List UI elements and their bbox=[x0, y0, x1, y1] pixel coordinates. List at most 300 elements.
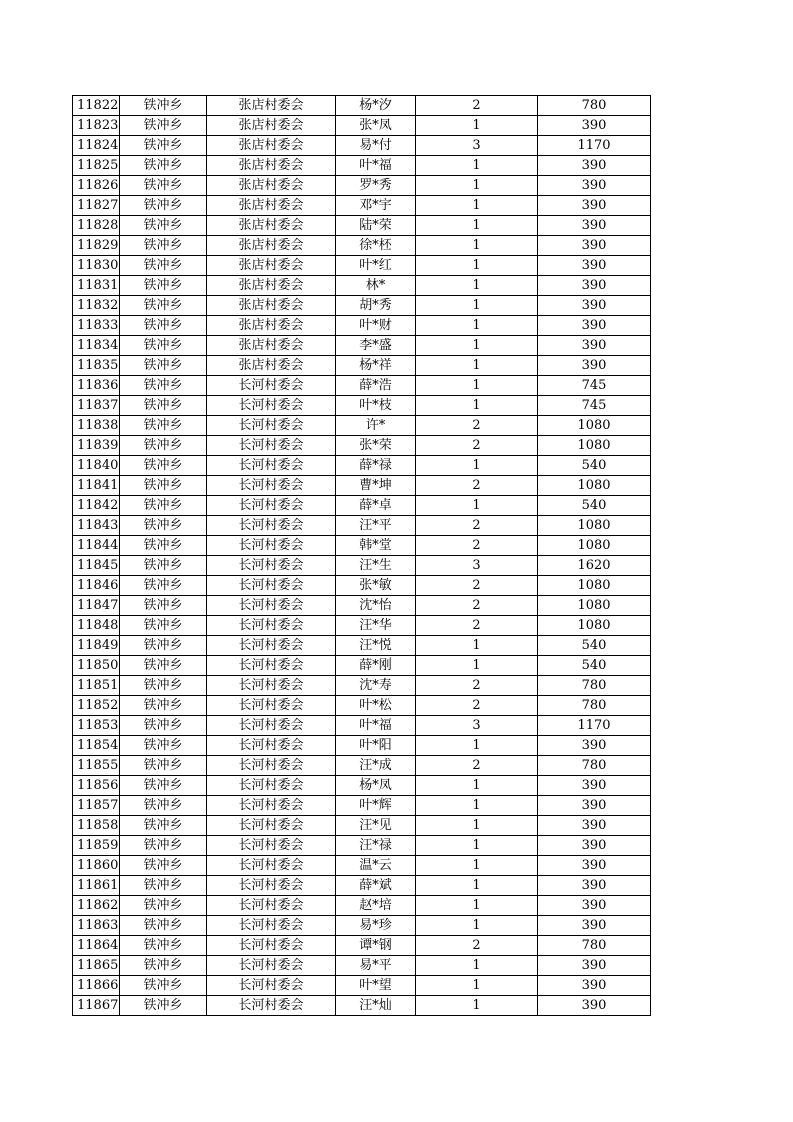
village-committee-cell: 长河村委会 bbox=[207, 676, 336, 696]
amount-cell: 1080 bbox=[538, 436, 651, 456]
table-row bbox=[73, 716, 651, 736]
row-id-cell: 11841 bbox=[73, 476, 120, 496]
table-row bbox=[73, 96, 651, 116]
subsidy-table bbox=[72, 95, 651, 1016]
name-cell: 汪*见 bbox=[336, 816, 416, 836]
row-id-cell: 11849 bbox=[73, 636, 120, 656]
amount-cell: 780 bbox=[538, 756, 651, 776]
name-cell: 叶*财 bbox=[336, 316, 416, 336]
amount-cell: 540 bbox=[538, 636, 651, 656]
township-cell: 铁冲乡 bbox=[120, 296, 207, 316]
name-cell: 杨*汐 bbox=[336, 96, 416, 116]
township-cell: 铁冲乡 bbox=[120, 816, 207, 836]
row-id-cell: 11844 bbox=[73, 536, 120, 556]
count-cell: 2 bbox=[416, 476, 538, 496]
row-id-cell: 11855 bbox=[73, 756, 120, 776]
count-cell: 1 bbox=[416, 216, 538, 236]
name-cell: 沈*寿 bbox=[336, 676, 416, 696]
table-row bbox=[73, 496, 651, 516]
amount-cell: 390 bbox=[538, 916, 651, 936]
village-committee-cell: 张店村委会 bbox=[207, 236, 336, 256]
row-id-cell: 11833 bbox=[73, 316, 120, 336]
count-cell: 1 bbox=[416, 236, 538, 256]
name-cell: 叶*望 bbox=[336, 976, 416, 996]
amount-cell: 1080 bbox=[538, 576, 651, 596]
row-id-cell: 11822 bbox=[73, 96, 120, 116]
name-cell: 韩*堂 bbox=[336, 536, 416, 556]
row-id-cell: 11829 bbox=[73, 236, 120, 256]
table-row bbox=[73, 696, 651, 716]
table-row bbox=[73, 516, 651, 536]
township-cell: 铁冲乡 bbox=[120, 516, 207, 536]
village-committee-cell: 长河村委会 bbox=[207, 796, 336, 816]
name-cell: 叶*阳 bbox=[336, 736, 416, 756]
village-committee-cell: 长河村委会 bbox=[207, 816, 336, 836]
amount-cell: 390 bbox=[538, 796, 651, 816]
name-cell: 温*云 bbox=[336, 856, 416, 876]
count-cell: 1 bbox=[416, 456, 538, 476]
township-cell: 铁冲乡 bbox=[120, 776, 207, 796]
village-committee-cell: 长河村委会 bbox=[207, 616, 336, 636]
village-committee-cell: 长河村委会 bbox=[207, 636, 336, 656]
amount-cell: 390 bbox=[538, 356, 651, 376]
township-cell: 铁冲乡 bbox=[120, 896, 207, 916]
table-row bbox=[73, 616, 651, 636]
township-cell: 铁冲乡 bbox=[120, 836, 207, 856]
village-committee-cell: 长河村委会 bbox=[207, 496, 336, 516]
count-cell: 1 bbox=[416, 976, 538, 996]
count-cell: 1 bbox=[416, 996, 538, 1016]
row-id-cell: 11854 bbox=[73, 736, 120, 756]
township-cell: 铁冲乡 bbox=[120, 636, 207, 656]
name-cell: 薛*刚 bbox=[336, 656, 416, 676]
table-row bbox=[73, 936, 651, 956]
amount-cell: 745 bbox=[538, 376, 651, 396]
village-committee-cell: 长河村委会 bbox=[207, 856, 336, 876]
township-cell: 铁冲乡 bbox=[120, 616, 207, 636]
township-cell: 铁冲乡 bbox=[120, 736, 207, 756]
village-committee-cell: 长河村委会 bbox=[207, 996, 336, 1016]
table-row bbox=[73, 216, 651, 236]
amount-cell: 390 bbox=[538, 216, 651, 236]
amount-cell: 1080 bbox=[538, 416, 651, 436]
row-id-cell: 11843 bbox=[73, 516, 120, 536]
amount-cell: 780 bbox=[538, 936, 651, 956]
row-id-cell: 11826 bbox=[73, 176, 120, 196]
count-cell: 1 bbox=[416, 896, 538, 916]
row-id-cell: 11863 bbox=[73, 916, 120, 936]
township-cell: 铁冲乡 bbox=[120, 576, 207, 596]
name-cell: 陆*荣 bbox=[336, 216, 416, 236]
table-row bbox=[73, 176, 651, 196]
row-id-cell: 11860 bbox=[73, 856, 120, 876]
village-committee-cell: 长河村委会 bbox=[207, 656, 336, 676]
village-committee-cell: 张店村委会 bbox=[207, 216, 336, 236]
amount-cell: 390 bbox=[538, 736, 651, 756]
table-row bbox=[73, 576, 651, 596]
amount-cell: 745 bbox=[538, 396, 651, 416]
township-cell: 铁冲乡 bbox=[120, 176, 207, 196]
table-row bbox=[73, 356, 651, 376]
village-committee-cell: 张店村委会 bbox=[207, 296, 336, 316]
count-cell: 2 bbox=[416, 596, 538, 616]
name-cell: 叶*松 bbox=[336, 696, 416, 716]
township-cell: 铁冲乡 bbox=[120, 376, 207, 396]
table-row bbox=[73, 416, 651, 436]
count-cell: 2 bbox=[416, 756, 538, 776]
count-cell: 1 bbox=[416, 396, 538, 416]
name-cell: 叶*福 bbox=[336, 156, 416, 176]
village-committee-cell: 张店村委会 bbox=[207, 356, 336, 376]
count-cell: 1 bbox=[416, 256, 538, 276]
township-cell: 铁冲乡 bbox=[120, 236, 207, 256]
name-cell: 李*盛 bbox=[336, 336, 416, 356]
township-cell: 铁冲乡 bbox=[120, 856, 207, 876]
row-id-cell: 11845 bbox=[73, 556, 120, 576]
amount-cell: 390 bbox=[538, 776, 651, 796]
amount-cell: 390 bbox=[538, 836, 651, 856]
table-row bbox=[73, 836, 651, 856]
village-committee-cell: 长河村委会 bbox=[207, 516, 336, 536]
village-committee-cell: 长河村委会 bbox=[207, 876, 336, 896]
name-cell: 汪*灿 bbox=[336, 996, 416, 1016]
amount-cell: 1620 bbox=[538, 556, 651, 576]
count-cell: 1 bbox=[416, 956, 538, 976]
name-cell: 林* bbox=[336, 276, 416, 296]
row-id-cell: 11850 bbox=[73, 656, 120, 676]
table-row bbox=[73, 916, 651, 936]
count-cell: 2 bbox=[416, 516, 538, 536]
name-cell: 薛*斌 bbox=[336, 876, 416, 896]
row-id-cell: 11862 bbox=[73, 896, 120, 916]
table-row bbox=[73, 276, 651, 296]
count-cell: 1 bbox=[416, 296, 538, 316]
table-row bbox=[73, 856, 651, 876]
name-cell: 张*凤 bbox=[336, 116, 416, 136]
village-committee-cell: 张店村委会 bbox=[207, 116, 336, 136]
township-cell: 铁冲乡 bbox=[120, 756, 207, 776]
township-cell: 铁冲乡 bbox=[120, 156, 207, 176]
amount-cell: 390 bbox=[538, 236, 651, 256]
amount-cell: 390 bbox=[538, 256, 651, 276]
amount-cell: 390 bbox=[538, 176, 651, 196]
row-id-cell: 11851 bbox=[73, 676, 120, 696]
name-cell: 易*珍 bbox=[336, 916, 416, 936]
name-cell: 薛*浩 bbox=[336, 376, 416, 396]
village-committee-cell: 长河村委会 bbox=[207, 376, 336, 396]
village-committee-cell: 长河村委会 bbox=[207, 836, 336, 856]
name-cell: 薛*禄 bbox=[336, 456, 416, 476]
township-cell: 铁冲乡 bbox=[120, 676, 207, 696]
count-cell: 3 bbox=[416, 716, 538, 736]
name-cell: 叶*红 bbox=[336, 256, 416, 276]
name-cell: 汪*生 bbox=[336, 556, 416, 576]
table-row bbox=[73, 456, 651, 476]
township-cell: 铁冲乡 bbox=[120, 716, 207, 736]
count-cell: 2 bbox=[416, 416, 538, 436]
count-cell: 1 bbox=[416, 356, 538, 376]
amount-cell: 1080 bbox=[538, 616, 651, 636]
amount-cell: 780 bbox=[538, 676, 651, 696]
name-cell: 易*平 bbox=[336, 956, 416, 976]
village-committee-cell: 长河村委会 bbox=[207, 696, 336, 716]
township-cell: 铁冲乡 bbox=[120, 916, 207, 936]
table-row bbox=[73, 756, 651, 776]
amount-cell: 390 bbox=[538, 156, 651, 176]
township-cell: 铁冲乡 bbox=[120, 416, 207, 436]
township-cell: 铁冲乡 bbox=[120, 196, 207, 216]
name-cell: 张*敏 bbox=[336, 576, 416, 596]
village-committee-cell: 张店村委会 bbox=[207, 156, 336, 176]
amount-cell: 1080 bbox=[538, 536, 651, 556]
count-cell: 2 bbox=[416, 696, 538, 716]
amount-cell: 390 bbox=[538, 996, 651, 1016]
table-row bbox=[73, 476, 651, 496]
name-cell: 叶*枝 bbox=[336, 396, 416, 416]
village-committee-cell: 长河村委会 bbox=[207, 596, 336, 616]
village-committee-cell: 长河村委会 bbox=[207, 936, 336, 956]
village-committee-cell: 长河村委会 bbox=[207, 436, 336, 456]
village-committee-cell: 长河村委会 bbox=[207, 976, 336, 996]
row-id-cell: 11867 bbox=[73, 996, 120, 1016]
table-row bbox=[73, 236, 651, 256]
township-cell: 铁冲乡 bbox=[120, 96, 207, 116]
table-row bbox=[73, 316, 651, 336]
village-committee-cell: 长河村委会 bbox=[207, 476, 336, 496]
row-id-cell: 11831 bbox=[73, 276, 120, 296]
count-cell: 1 bbox=[416, 276, 538, 296]
township-cell: 铁冲乡 bbox=[120, 976, 207, 996]
name-cell: 赵*培 bbox=[336, 896, 416, 916]
count-cell: 2 bbox=[416, 936, 538, 956]
township-cell: 铁冲乡 bbox=[120, 556, 207, 576]
name-cell: 胡*秀 bbox=[336, 296, 416, 316]
row-id-cell: 11846 bbox=[73, 576, 120, 596]
amount-cell: 390 bbox=[538, 316, 651, 336]
name-cell: 罗*秀 bbox=[336, 176, 416, 196]
count-cell: 1 bbox=[416, 656, 538, 676]
count-cell: 1 bbox=[416, 776, 538, 796]
township-cell: 铁冲乡 bbox=[120, 216, 207, 236]
row-id-cell: 11837 bbox=[73, 396, 120, 416]
table-row bbox=[73, 296, 651, 316]
name-cell: 曹*坤 bbox=[336, 476, 416, 496]
count-cell: 1 bbox=[416, 156, 538, 176]
name-cell: 谭*钢 bbox=[336, 936, 416, 956]
amount-cell: 780 bbox=[538, 96, 651, 116]
name-cell: 杨*凤 bbox=[336, 776, 416, 796]
amount-cell: 540 bbox=[538, 656, 651, 676]
amount-cell: 390 bbox=[538, 956, 651, 976]
count-cell: 1 bbox=[416, 496, 538, 516]
count-cell: 2 bbox=[416, 436, 538, 456]
row-id-cell: 11824 bbox=[73, 136, 120, 156]
table-row bbox=[73, 596, 651, 616]
village-committee-cell: 长河村委会 bbox=[207, 576, 336, 596]
table-row bbox=[73, 116, 651, 136]
table-row bbox=[73, 776, 651, 796]
township-cell: 铁冲乡 bbox=[120, 536, 207, 556]
village-committee-cell: 张店村委会 bbox=[207, 256, 336, 276]
row-id-cell: 11858 bbox=[73, 816, 120, 836]
row-id-cell: 11835 bbox=[73, 356, 120, 376]
count-cell: 1 bbox=[416, 916, 538, 936]
table-row bbox=[73, 396, 651, 416]
township-cell: 铁冲乡 bbox=[120, 496, 207, 516]
row-id-cell: 11847 bbox=[73, 596, 120, 616]
village-committee-cell: 张店村委会 bbox=[207, 196, 336, 216]
count-cell: 1 bbox=[416, 336, 538, 356]
table-row bbox=[73, 996, 651, 1016]
village-committee-cell: 长河村委会 bbox=[207, 716, 336, 736]
village-committee-cell: 长河村委会 bbox=[207, 736, 336, 756]
village-committee-cell: 长河村委会 bbox=[207, 776, 336, 796]
count-cell: 1 bbox=[416, 836, 538, 856]
amount-cell: 390 bbox=[538, 816, 651, 836]
table-row bbox=[73, 636, 651, 656]
table-row bbox=[73, 536, 651, 556]
name-cell: 汪*成 bbox=[336, 756, 416, 776]
count-cell: 1 bbox=[416, 796, 538, 816]
township-cell: 铁冲乡 bbox=[120, 316, 207, 336]
row-id-cell: 11857 bbox=[73, 796, 120, 816]
row-id-cell: 11861 bbox=[73, 876, 120, 896]
count-cell: 1 bbox=[416, 116, 538, 136]
name-cell: 汪*华 bbox=[336, 616, 416, 636]
amount-cell: 390 bbox=[538, 336, 651, 356]
township-cell: 铁冲乡 bbox=[120, 396, 207, 416]
count-cell: 2 bbox=[416, 576, 538, 596]
township-cell: 铁冲乡 bbox=[120, 476, 207, 496]
amount-cell: 1170 bbox=[538, 716, 651, 736]
count-cell: 1 bbox=[416, 196, 538, 216]
name-cell: 汪*悦 bbox=[336, 636, 416, 656]
name-cell: 邓*宇 bbox=[336, 196, 416, 216]
township-cell: 铁冲乡 bbox=[120, 136, 207, 156]
count-cell: 1 bbox=[416, 856, 538, 876]
amount-cell: 540 bbox=[538, 496, 651, 516]
table-row bbox=[73, 876, 651, 896]
table-row bbox=[73, 956, 651, 976]
table-row bbox=[73, 336, 651, 356]
table-row bbox=[73, 656, 651, 676]
name-cell: 汪*禄 bbox=[336, 836, 416, 856]
township-cell: 铁冲乡 bbox=[120, 876, 207, 896]
table-row bbox=[73, 816, 651, 836]
row-id-cell: 11859 bbox=[73, 836, 120, 856]
village-committee-cell: 张店村委会 bbox=[207, 176, 336, 196]
table-row bbox=[73, 156, 651, 176]
village-committee-cell: 长河村委会 bbox=[207, 916, 336, 936]
table-row bbox=[73, 436, 651, 456]
amount-cell: 1170 bbox=[538, 136, 651, 156]
amount-cell: 390 bbox=[538, 296, 651, 316]
amount-cell: 390 bbox=[538, 856, 651, 876]
table-row bbox=[73, 976, 651, 996]
row-id-cell: 11839 bbox=[73, 436, 120, 456]
name-cell: 沈*怡 bbox=[336, 596, 416, 616]
row-id-cell: 11856 bbox=[73, 776, 120, 796]
amount-cell: 780 bbox=[538, 696, 651, 716]
count-cell: 2 bbox=[416, 96, 538, 116]
row-id-cell: 11848 bbox=[73, 616, 120, 636]
village-committee-cell: 张店村委会 bbox=[207, 276, 336, 296]
row-id-cell: 11832 bbox=[73, 296, 120, 316]
village-committee-cell: 长河村委会 bbox=[207, 896, 336, 916]
table-row bbox=[73, 796, 651, 816]
amount-cell: 1080 bbox=[538, 516, 651, 536]
township-cell: 铁冲乡 bbox=[120, 596, 207, 616]
count-cell: 1 bbox=[416, 176, 538, 196]
name-cell: 叶*福 bbox=[336, 716, 416, 736]
village-committee-cell: 张店村委会 bbox=[207, 316, 336, 336]
village-committee-cell: 长河村委会 bbox=[207, 536, 336, 556]
village-committee-cell: 张店村委会 bbox=[207, 96, 336, 116]
amount-cell: 390 bbox=[538, 876, 651, 896]
row-id-cell: 11865 bbox=[73, 956, 120, 976]
row-id-cell: 11834 bbox=[73, 336, 120, 356]
row-id-cell: 11825 bbox=[73, 156, 120, 176]
township-cell: 铁冲乡 bbox=[120, 456, 207, 476]
name-cell: 汪*平 bbox=[336, 516, 416, 536]
name-cell: 徐*柸 bbox=[336, 236, 416, 256]
name-cell: 薛*卓 bbox=[336, 496, 416, 516]
township-cell: 铁冲乡 bbox=[120, 696, 207, 716]
name-cell: 张*荣 bbox=[336, 436, 416, 456]
row-id-cell: 11842 bbox=[73, 496, 120, 516]
village-committee-cell: 长河村委会 bbox=[207, 956, 336, 976]
count-cell: 1 bbox=[416, 816, 538, 836]
row-id-cell: 11853 bbox=[73, 716, 120, 736]
township-cell: 铁冲乡 bbox=[120, 116, 207, 136]
count-cell: 2 bbox=[416, 536, 538, 556]
table-row bbox=[73, 676, 651, 696]
name-cell: 叶*辉 bbox=[336, 796, 416, 816]
village-committee-cell: 长河村委会 bbox=[207, 396, 336, 416]
township-cell: 铁冲乡 bbox=[120, 356, 207, 376]
table-row bbox=[73, 556, 651, 576]
table-row bbox=[73, 896, 651, 916]
table-row bbox=[73, 376, 651, 396]
row-id-cell: 11852 bbox=[73, 696, 120, 716]
row-id-cell: 11840 bbox=[73, 456, 120, 476]
village-committee-cell: 长河村委会 bbox=[207, 416, 336, 436]
row-id-cell: 11866 bbox=[73, 976, 120, 996]
count-cell: 1 bbox=[416, 376, 538, 396]
amount-cell: 1080 bbox=[538, 476, 651, 496]
count-cell: 3 bbox=[416, 556, 538, 576]
table-row bbox=[73, 196, 651, 216]
township-cell: 铁冲乡 bbox=[120, 256, 207, 276]
count-cell: 1 bbox=[416, 636, 538, 656]
village-committee-cell: 长河村委会 bbox=[207, 556, 336, 576]
row-id-cell: 11830 bbox=[73, 256, 120, 276]
row-id-cell: 11838 bbox=[73, 416, 120, 436]
row-id-cell: 11828 bbox=[73, 216, 120, 236]
name-cell: 杨*祥 bbox=[336, 356, 416, 376]
row-id-cell: 11864 bbox=[73, 936, 120, 956]
table-row bbox=[73, 736, 651, 756]
township-cell: 铁冲乡 bbox=[120, 276, 207, 296]
table-body bbox=[73, 96, 651, 1016]
count-cell: 2 bbox=[416, 676, 538, 696]
township-cell: 铁冲乡 bbox=[120, 656, 207, 676]
amount-cell: 390 bbox=[538, 276, 651, 296]
township-cell: 铁冲乡 bbox=[120, 336, 207, 356]
amount-cell: 540 bbox=[538, 456, 651, 476]
amount-cell: 390 bbox=[538, 196, 651, 216]
count-cell: 1 bbox=[416, 736, 538, 756]
